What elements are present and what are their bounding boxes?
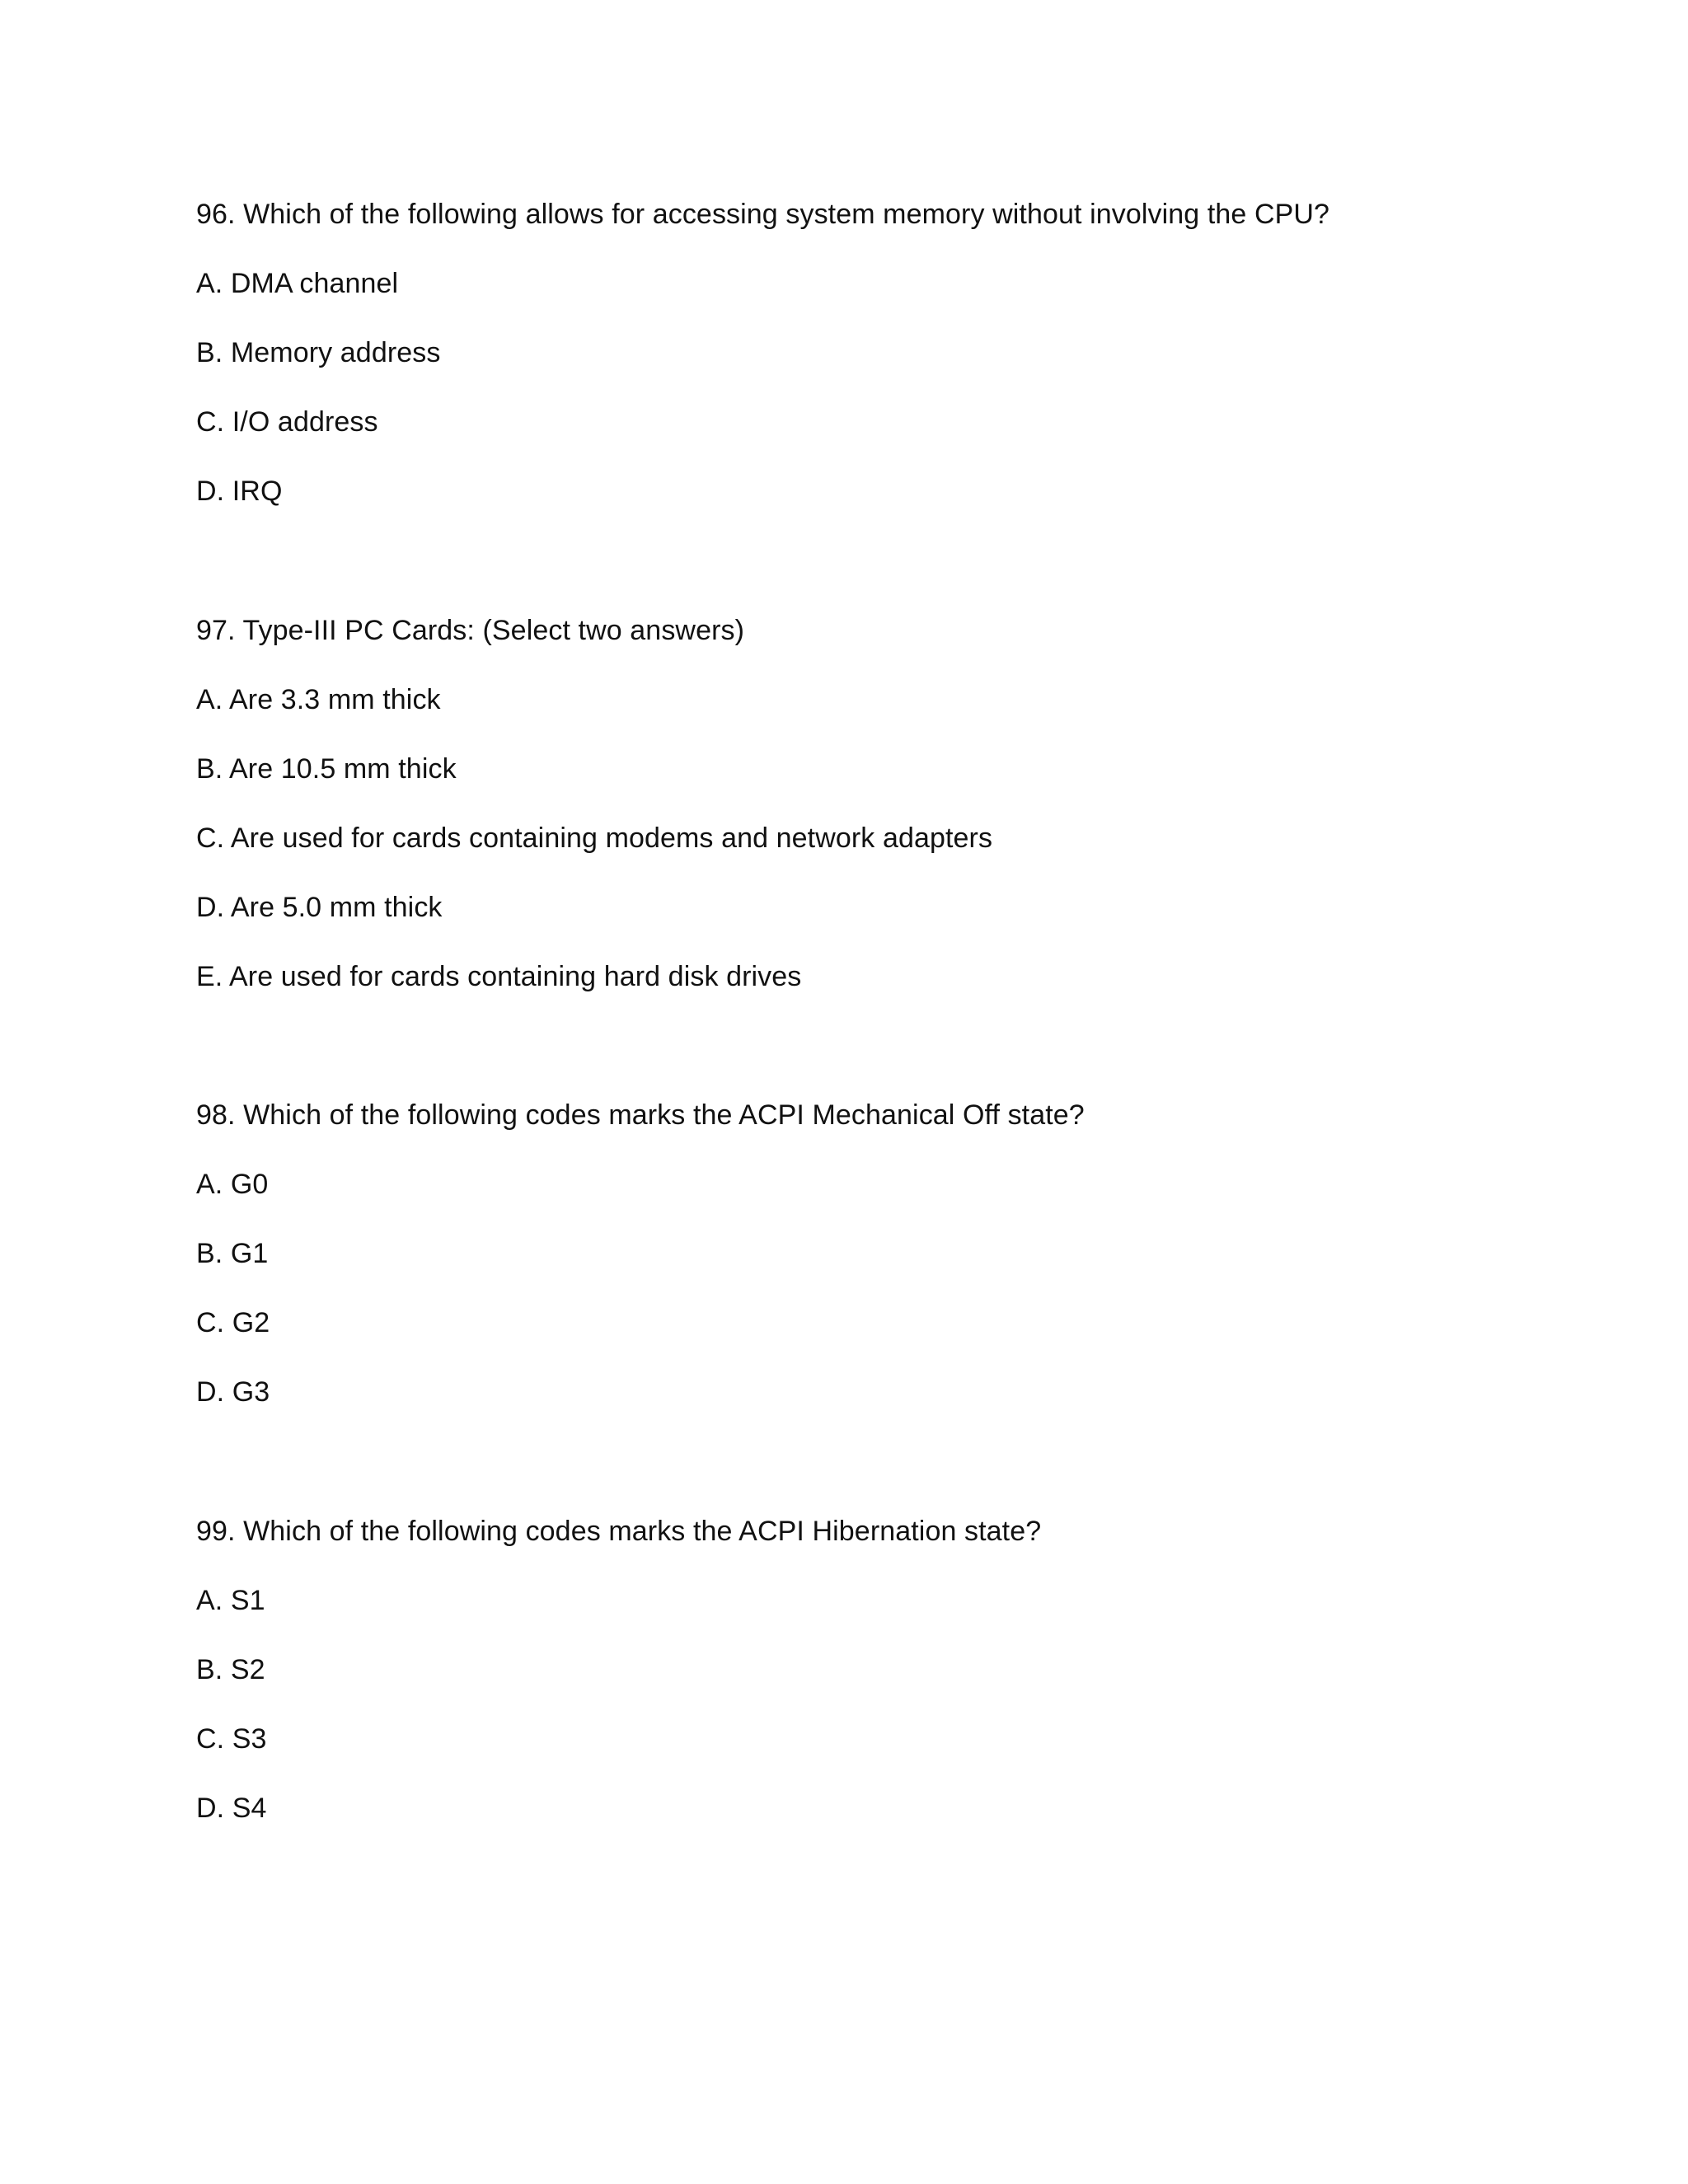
answer-option-a: A. S1	[196, 1585, 265, 1616]
question-text: 96. Which of the following allows for accessing system memory without involving the CPU?	[196, 199, 1330, 230]
answer-option-b: B. S2	[196, 1654, 265, 1685]
answer-option-d: D. G3	[196, 1376, 270, 1408]
answer-option-c: C. G2	[196, 1307, 270, 1338]
question-97	[196, 614, 1597, 1029]
question-text: 98. Which of the following codes marks the ACPI Mechanical Off state?	[196, 1099, 1085, 1131]
answer-option-d: D. IRQ	[196, 476, 283, 507]
answer-option-b: B. G1	[196, 1238, 269, 1269]
answer-option-b: B. Are 10.5 mm thick	[196, 753, 457, 785]
answer-option-c: C. Are used for cards containing modems and network adapters	[196, 823, 993, 854]
answer-option-a: A. Are 3.3 mm thick	[196, 684, 441, 715]
question-text: 97. Type-III PC Cards: (Select two answers)	[196, 615, 745, 646]
answer-option-c: C. S3	[196, 1723, 267, 1755]
answer-option-d: D. S4	[196, 1793, 267, 1824]
answer-option-d: D. Are 5.0 mm thick	[196, 892, 443, 923]
question-96	[196, 198, 1597, 544]
answer-option-b: B. Memory address	[196, 337, 441, 368]
answer-option-a: A. DMA channel	[196, 268, 399, 299]
answer-option-c: C. I/O address	[196, 406, 378, 438]
answer-option-e: E. Are used for cards containing hard disk drives	[196, 961, 802, 992]
question-98	[196, 1099, 1597, 1445]
question-text: 99. Which of the following codes marks the ACPI Hibernation state?	[196, 1516, 1042, 1547]
answer-option-a: A. G0	[196, 1169, 269, 1200]
question-99	[196, 1515, 1597, 1861]
